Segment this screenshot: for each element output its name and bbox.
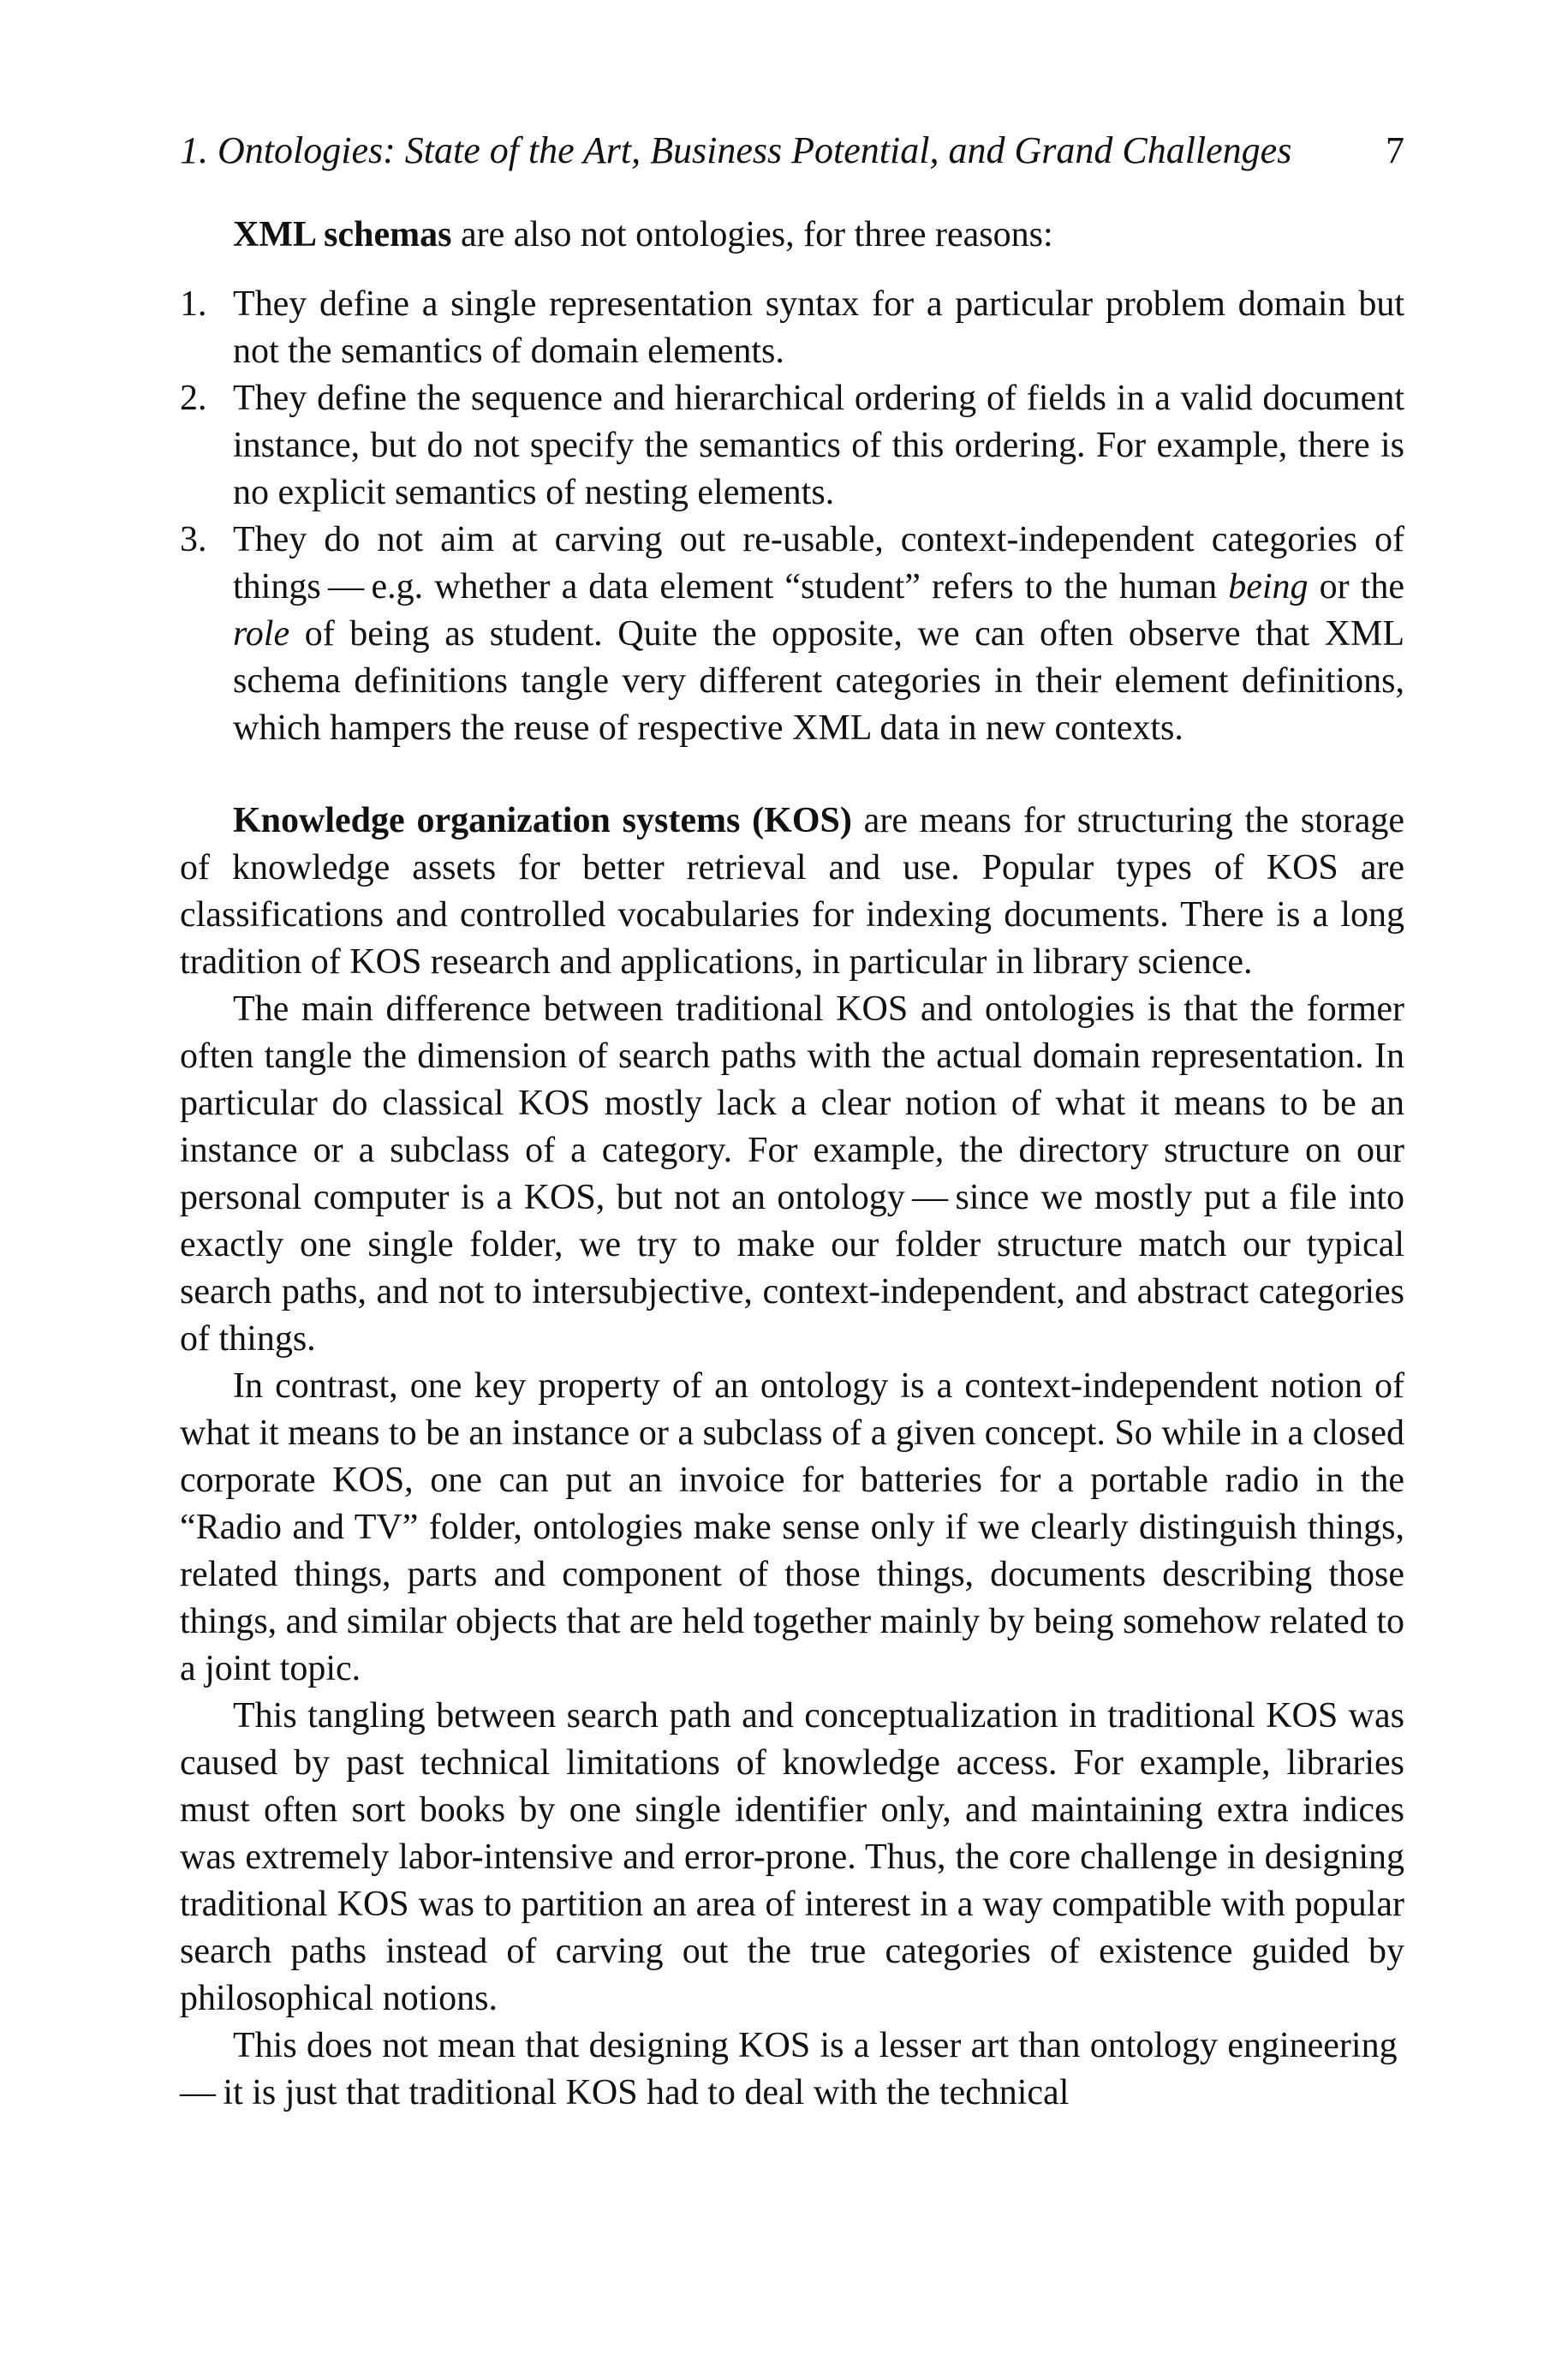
kos-paragraph-4: This tangling between search path and conceptualization in traditional KOS was caused by past technical limitations of knowledge access. For example, libraries must often sort books by one single identifier only, and maintaining extra indices was extremely labor-intensive and error-prone. Thus, the core challenge in designing traditional KOS was to partition an area of interest in a way compatible with popular search paths instead of carving out the true categories of existence guided by philosophical notions. <box>180 1695 1404 2018</box>
running-title: 1. Ontologies: State of the Art, Business Potential, and Grand Challenges <box>180 129 1292 171</box>
body-text <box>180 212 1404 2117</box>
reason-text-a: They do not aim at carving out re-usable, context-independent categories of things — e.g. whether a data element “student” refers to the human <box>233 519 1404 606</box>
reason-item-3 <box>180 517 1404 752</box>
list-number: 3. <box>180 519 207 559</box>
reason-text: They define the sequence and hierarchical ordering of fields in a valid document instance, but do not specify the semantics of this ordering. For example, there is no explicit semantics of nesting elements. <box>233 378 1404 512</box>
list-number: 2. <box>180 378 207 418</box>
reason-text: They define a single representation syntax for a particular problem domain but not the semantics of domain elements. <box>233 284 1404 371</box>
xml-schemas-term: XML schemas <box>233 214 452 254</box>
kos-paragraph-3: In contrast, one key property of an ontology is a context-independent notion of what it means to be an instance or a subclass of a given concept. So while in a closed corporate KOS, one can put an invoice for batteries for a portable radio in the “Radio and TV” folder, ontologies make sense only if we clearly distinguish things, related things, parts and component of those things, documents describing those things, and similar objects that are held together mainly by being somehow related to a joint topic. <box>180 1365 1404 1688</box>
kos-p1-rest: are means for structuring the storage of knowledge assets for better retrieval and use. Popular types of KOS are classifications and controlled vocabularies for indexing documents. There is a long tradition of KOS research and applications, in particular in library science. <box>180 800 1404 982</box>
kos-term: Knowledge organization systems (KOS) <box>233 800 852 840</box>
kos-paragraph-2: The main difference between traditional KOS and ontologies is that the former often tangle the dimension of search paths with the actual domain representation. In particular do classical KOS mostly lack a clear notion of what it means to be an instance or a subclass of a category. For example, the directory structure on our personal computer is a KOS, but not an ontology — since we mostly put a file into exactly one single folder, we try to make our folder structure match our typical search paths, and not to intersubjective, context-independent, and abstract categories of things. <box>180 989 1404 1359</box>
page-number: 7 <box>1386 129 1404 171</box>
reason-item-2 <box>180 375 1404 517</box>
reason-text-c: of being as student. Quite the opposite, we can often observe that XML schema definitions tangle very different categories in their element definitions, which hampers the reuse of respective XML data in new contexts. <box>233 613 1404 748</box>
reasons-list <box>180 281 1404 752</box>
section-spacer <box>180 752 1404 798</box>
xml-intro-rest: are also not ontologies, for three reasons: <box>451 214 1053 254</box>
emphasis-role: role <box>233 613 290 654</box>
reason-text-b: or the <box>1308 566 1405 606</box>
book-page <box>180 128 1404 2117</box>
kos-paragraph-5: This does not mean that designing KOS is a lesser art than ontology engineering — it is just that traditional KOS had to deal with the technical <box>180 2025 1404 2112</box>
xml-intro-paragraph <box>180 212 1404 259</box>
emphasis-being: being <box>1228 566 1309 606</box>
list-number: 1. <box>180 284 207 324</box>
reason-item-1 <box>180 281 1404 375</box>
kos-paragraph-1 <box>180 798 1404 986</box>
running-head <box>180 128 1404 174</box>
